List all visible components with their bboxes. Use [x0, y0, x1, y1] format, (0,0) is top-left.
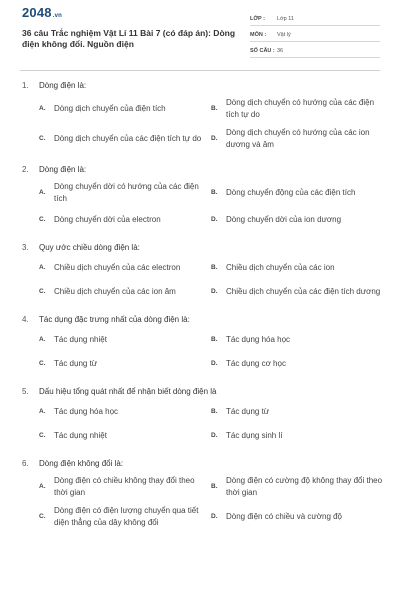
question-number: 3. [22, 242, 29, 252]
answer-grid [39, 328, 384, 376]
answer-label: C. [39, 513, 46, 520]
answer-text: Tác dụng sinh lí [226, 431, 283, 440]
answer-label: C. [39, 288, 46, 295]
answer-text: Dòng dịch chuyển của điện tích [54, 104, 166, 113]
question-list [22, 76, 384, 538]
answer-text: Dòng điện có điện lượng chuyển qua tiết diện thẳng của dây không đổi [54, 506, 199, 527]
answer-option-c[interactable] [39, 352, 211, 376]
answer-text: Chiều dịch chuyển của các ion [226, 263, 335, 272]
answer-grid [39, 472, 384, 532]
answer-text: Tác dụng từ [226, 407, 270, 416]
answer-option-b[interactable] [211, 472, 389, 502]
answer-grid [39, 94, 384, 154]
meta-row-subject [250, 28, 380, 42]
meta-label: SỐ CÂU : [250, 47, 275, 54]
answer-label: A. [39, 105, 46, 112]
answer-label: D. [211, 432, 218, 439]
answer-option-b[interactable] [211, 94, 389, 124]
question-row [22, 76, 384, 94]
question-text: Tác dụng đặc trưng nhất của dòng điện là: [39, 314, 190, 324]
answer-label: D. [211, 288, 218, 295]
answer-option-d[interactable] [211, 280, 389, 304]
question-row [22, 160, 384, 178]
answer-option-c[interactable] [39, 502, 211, 532]
answer-option-a[interactable] [39, 256, 211, 280]
answer-grid [39, 400, 384, 448]
answer-text: Dòng dịch chuyển có hướng của các điện tích tự do [226, 98, 375, 119]
answer-label: C. [39, 216, 46, 223]
question-text: Dòng điện không đổi là: [39, 458, 124, 468]
question-text: Dấu hiệu tổng quát nhất để nhận biết dòng điện là [39, 386, 217, 396]
answer-text: Tác dụng từ [54, 359, 98, 368]
answer-option-c[interactable] [39, 124, 211, 154]
answer-text: Chiều dịch chuyển của các ion âm [54, 287, 176, 296]
answer-option-b[interactable] [211, 178, 389, 208]
answer-option-a[interactable] [39, 178, 211, 208]
answer-option-b[interactable] [211, 256, 389, 280]
answer-label: B. [211, 483, 218, 490]
question-5 [22, 382, 384, 448]
answer-label: B. [211, 336, 218, 343]
answer-label: A. [39, 408, 46, 415]
question-row [22, 454, 384, 472]
question-number: 6. [22, 458, 29, 468]
answer-label: A. [39, 264, 46, 271]
header-divider [20, 70, 380, 71]
answer-text: Chiều dịch chuyển của các electron [54, 263, 181, 272]
answer-label: B. [211, 189, 218, 196]
question-2 [22, 160, 384, 232]
logo-domain: .vn [52, 13, 63, 19]
answer-grid [39, 178, 384, 232]
answer-label: C. [39, 360, 46, 367]
meta-label: MÔN : [250, 31, 267, 38]
answer-label: C. [39, 135, 46, 142]
question-4 [22, 310, 384, 376]
answer-text: Dòng chuyển dời có hướng của các điện tích [54, 182, 199, 203]
question-3 [22, 238, 384, 304]
document-meta [250, 12, 380, 60]
answer-label: A. [39, 189, 46, 196]
answer-label: C. [39, 432, 46, 439]
question-number: 4. [22, 314, 29, 324]
answer-option-c[interactable] [39, 280, 211, 304]
answer-grid [39, 256, 384, 304]
answer-label: D. [211, 135, 218, 142]
meta-label: LỚP : [250, 15, 265, 22]
answer-option-d[interactable] [211, 424, 389, 448]
answer-text: Dòng dịch chuyển có hướng của các ion dương và âm [226, 128, 370, 149]
answer-text: Dòng chuyển dời của ion dương [226, 215, 342, 224]
meta-value: Vật lý [277, 31, 291, 38]
answer-option-a[interactable] [39, 328, 211, 352]
answer-text: Tác dụng cơ học [226, 359, 286, 368]
answer-text: Dòng điện có chiều không thay đổi theo thời gian [54, 476, 195, 497]
question-1 [22, 76, 384, 154]
answer-text: Tác dụng hóa học [226, 335, 291, 344]
answer-label: B. [211, 408, 218, 415]
question-row [22, 238, 384, 256]
question-number: 5. [22, 386, 29, 396]
answer-option-a[interactable] [39, 94, 211, 124]
meta-value: Lớp 11 [277, 15, 294, 22]
answer-option-a[interactable] [39, 472, 211, 502]
answer-option-d[interactable] [211, 208, 389, 232]
logo-main: 2048 [22, 5, 52, 20]
question-text: Quy ước chiều dòng điện là: [39, 242, 140, 252]
answer-option-d[interactable] [211, 352, 389, 376]
answer-label: A. [39, 336, 46, 343]
question-number: 2. [22, 164, 29, 174]
answer-option-b[interactable] [211, 328, 389, 352]
answer-label: D. [211, 360, 218, 367]
meta-row-question-count [250, 44, 380, 58]
document-header [0, 0, 400, 62]
answer-label: D. [211, 216, 218, 223]
answer-text: Tác dụng hóa học [54, 407, 119, 416]
question-number: 1. [22, 80, 29, 90]
answer-text: Dòng dịch chuyển của các điện tích tự do [54, 134, 202, 143]
answer-text: Tác dụng nhiệt [54, 431, 107, 440]
answer-text: Dòng chuyển dời của electron [54, 215, 161, 224]
answer-option-d[interactable] [211, 502, 389, 532]
document-title: 36 câu Trắc nghiệm Vật Lí 11 Bài 7 (có đáp án): Dòng điện không đổi. Nguồn điện [22, 28, 236, 49]
question-row [22, 382, 384, 400]
answer-option-c[interactable] [39, 208, 211, 232]
answer-text: Dòng chuyển động của các điện tích [226, 188, 356, 197]
answer-text: Tác dụng nhiệt [54, 335, 107, 344]
answer-text: Chiều dịch chuyển của các điện tích dương [226, 287, 381, 296]
meta-row-class [250, 12, 380, 26]
answer-label: B. [211, 105, 218, 112]
answer-option-d[interactable] [211, 124, 389, 154]
answer-option-c[interactable] [39, 424, 211, 448]
question-row [22, 310, 384, 328]
question-6 [22, 454, 384, 532]
answer-option-a[interactable] [39, 400, 211, 424]
question-text: Dòng điện là: [39, 164, 87, 174]
answer-label: A. [39, 483, 46, 490]
meta-value: 36 [277, 47, 284, 54]
question-text: Dòng điện là: [39, 80, 87, 90]
answer-text: Dòng điện có chiều và cường độ [226, 512, 343, 521]
answer-label: B. [211, 264, 218, 271]
answer-text: Dòng điện có cường độ không thay đổi theo thời gian [226, 476, 383, 497]
answer-label: D. [211, 513, 218, 520]
answer-option-b[interactable] [211, 400, 389, 424]
